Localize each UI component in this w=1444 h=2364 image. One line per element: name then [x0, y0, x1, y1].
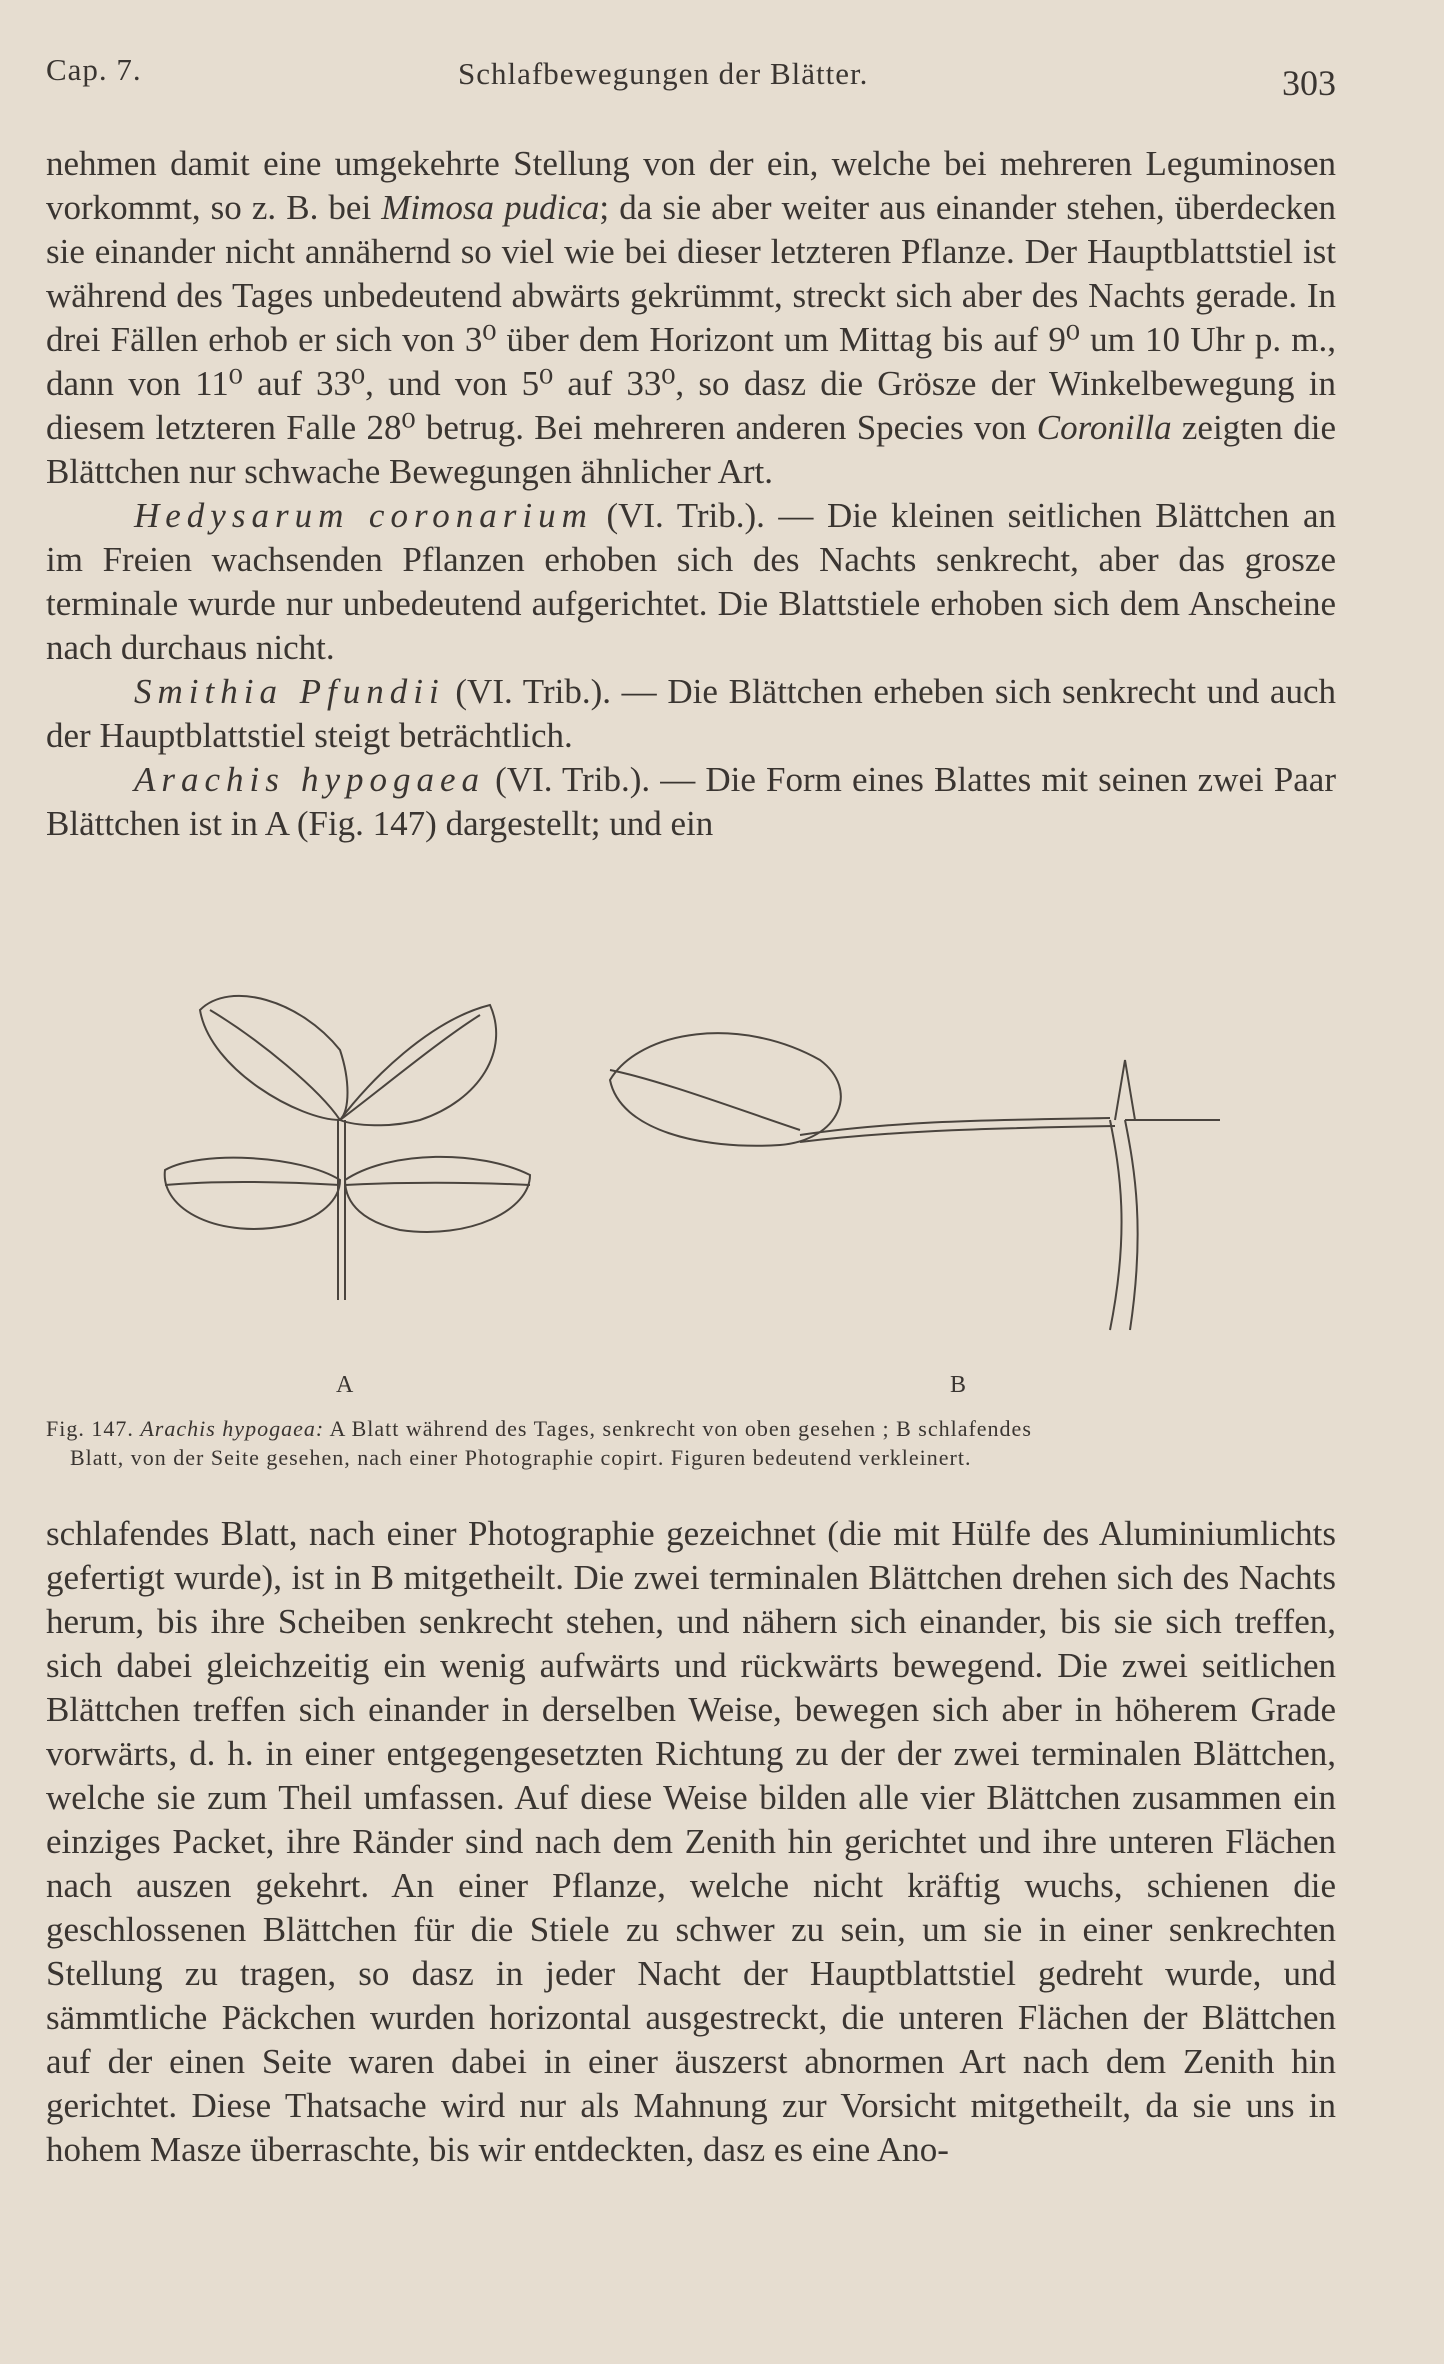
page-header	[46, 48, 1336, 108]
caption-species: Arachis hypogaea:	[140, 1416, 325, 1441]
genus-name: Coronilla	[1036, 408, 1172, 447]
body-text-top	[46, 142, 1336, 846]
caption-line-2: Blatt, von der Seite gesehen, nach einer Photographie copirt. Figuren bedeutend verkleinert.	[70, 1445, 972, 1470]
running-title: Schlafbewegungen der Blätter.	[458, 56, 869, 91]
caption-prefix: Fig. 147.	[46, 1416, 141, 1441]
species-name: Smithia Pfundii	[134, 672, 445, 711]
figure-label-b: B	[950, 1372, 967, 1398]
leaf-illustration	[140, 970, 1240, 1350]
species-name: Mimosa pudica	[381, 188, 600, 227]
figure-147-drawing	[140, 970, 1240, 1350]
paragraph-arachis-continued: schlafendes Blatt, nach einer Photographie gezeichnet (die mit Hülfe des Aluminiumlichts gefertigt wurde), ist in B mitgetheilt. Die zwei terminalen Blättchen drehen sich des Nachts herum, bis ihre Scheiben senkrecht stehen, und nähern sich einander, bis sie sich treffen, sich dabei gleichzeitig ein wenig aufwärts und rückwärts bewegend. Die zwei seitlichen Blättchen treffen sich einander in derselben Weise, bewegen sich aber in höherem Grade vorwärts, d. h. in einer entgegengesetzten Richtung zu der der zwei terminalen Blättchen, welche sie zum Theil umfassen. Auf diese Weise bilden alle vier Blättchen zusammen ein einziges Packet, ihre Ränder sind nach dem Zenith hin gerichtet und ihre unteren Flächen nach auszen gekehrt. An einer Pflanze, welche nicht kräftig wuchs, schienen die geschlossenen Blättchen für die Stiele zu schwer zu sein, um sie in einer senkrechten Stellung zu tragen, so dasz in jeder Nacht der Hauptblattstiel gedreht wurde, und sämmtliche Päckchen wurden horizontal ausgestreckt, die unteren Flächen der Blättchen auf der einen Seite waren dabei in einer äuszerst abnormen Art nach dem Zenith hin gerichtet. Diese Thatsache wird nur als Mahnung zur Vorsicht mitgetheilt, da sie uns in hohem Masze überraschte, bis wir entdeckten, dasz es eine Ano-	[46, 1514, 1336, 2169]
chapter-label: Cap. 7.	[46, 52, 142, 87]
paragraph-arachis: Arachis hypogaea (VI. Trib.). — Die Form eines Blattes mit seinen zwei Paar Blättchen ist in A (Fig. 147) dargestellt; und ein	[46, 760, 1336, 843]
page-number: 303	[1282, 63, 1336, 103]
figure-label-a: A	[336, 1372, 354, 1398]
leaf-a-drawing	[165, 996, 530, 1300]
paragraph-hedysarum: Hedysarum coronarium (VI. Trib.). — Die kleinen seitlichen Blättchen an im Freien wachsenden Pflanzen erhoben sich des Nachts senkrecht, aber das grosze terminale wurde nur unbedeutend aufgerichtet. Die Blattstiele erhoben sich dem Anscheine nach durchaus nicht.	[46, 496, 1336, 667]
paragraph-smithia: Smithia Pfundii (VI. Trib.). — Die Blättchen erheben sich senkrecht und auch der Hauptblattstiel steigt beträchtlich.	[46, 672, 1337, 755]
leaf-b-drawing	[610, 1033, 1220, 1330]
species-name: Hedysarum coronarium	[134, 496, 593, 535]
figure-caption: Fig. 147. Arachis hypogaea: A Blatt während des Tages, senkrecht von oben gesehen ; B schlafendes Blatt, von der Seite gesehen, nach einer Photographie copirt. Figuren bedeutend verkleinert.	[46, 1414, 1336, 1472]
body-text-bottom	[46, 1512, 1336, 2172]
paragraph-mimosa: nehmen damit eine umgekehrte Stellung von der ein, welche bei mehreren Leguminosen vorkommt, so z. B. bei Mimosa pudica; da sie aber weiter aus einander stehen, überdecken sie einander nicht annähernd so viel wie bei dieser letzteren Pflanze. Der Hauptblattstiel ist während des Tages unbedeutend abwärts gekrümmt, streckt sich aber des Nachts gerade. In drei Fällen erhob er sich von 3⁰ über dem Horizont um Mittag bis auf 9⁰ um 10 Uhr p. m., dann von 11⁰ auf 33⁰, und von 5⁰ auf 33⁰, so dasz die Grösze der Winkelbewegung in diesem letzteren Falle 28⁰ betrug. Bei mehreren anderen Species von Coronilla zeigten die Blättchen nur schwache Bewegungen ähnlicher Art.	[46, 144, 1336, 491]
species-name: Arachis hypogaea	[134, 760, 486, 799]
